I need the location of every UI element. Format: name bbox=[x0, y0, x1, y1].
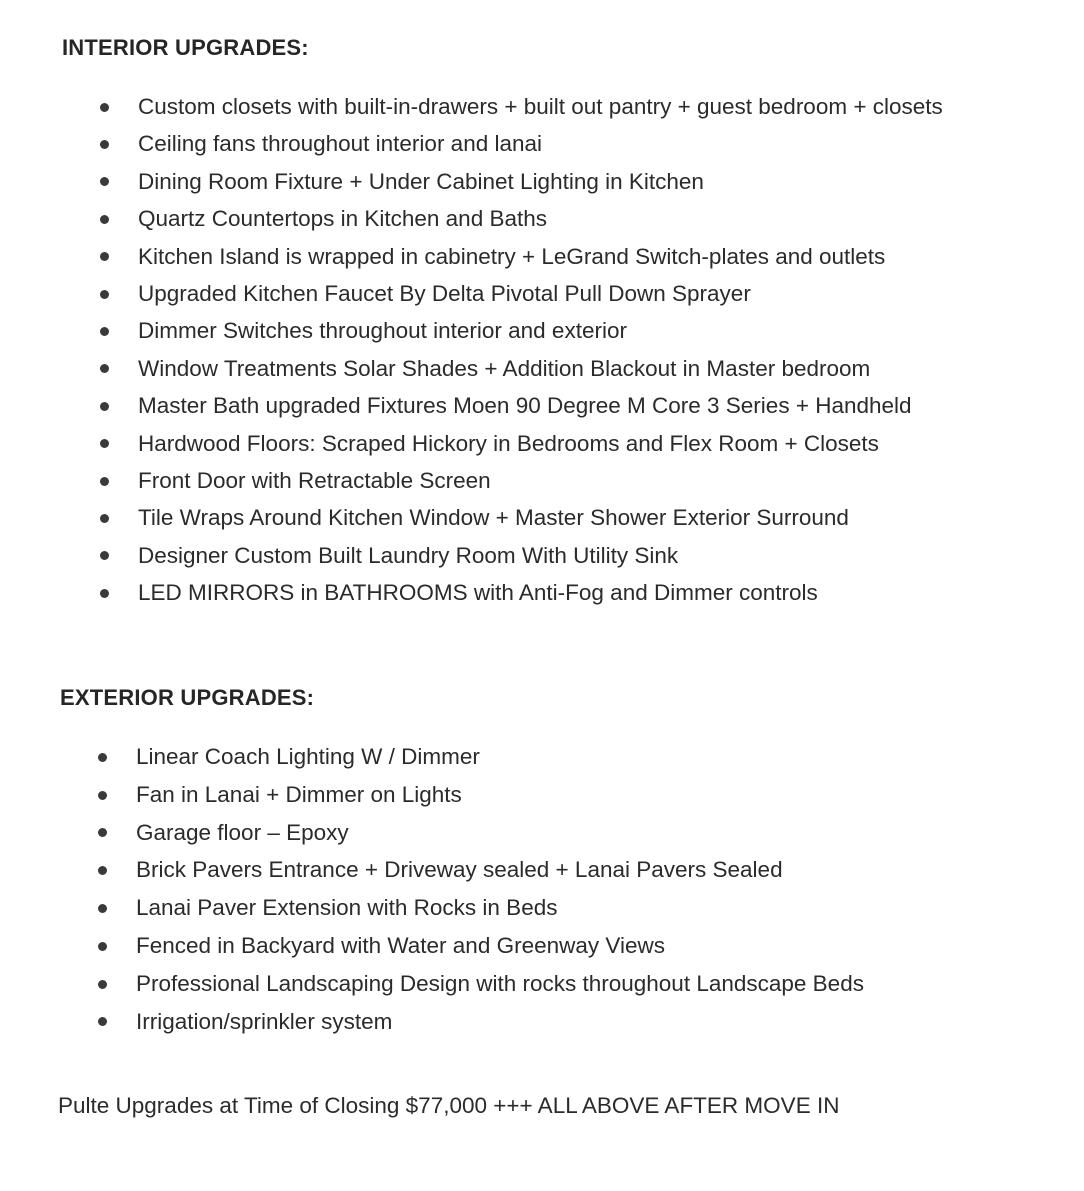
list-item-text: Brick Pavers Entrance + Driveway sealed + Lanai Pavers Sealed bbox=[136, 857, 783, 883]
list-item-text: Lanai Paver Extension with Rocks in Beds bbox=[136, 895, 558, 921]
closing-summary: Pulte Upgrades at Time of Closing $77,000 +++ ALL ABOVE AFTER MOVE IN bbox=[58, 1093, 840, 1118]
exterior-upgrades-heading: EXTERIOR UPGRADES: bbox=[60, 685, 315, 710]
list-item-text: Upgraded Kitchen Faucet By Delta Pivotal Pull Down Sprayer bbox=[138, 280, 751, 306]
list-item-text: Master Bath upgraded Fixtures Moen 90 Degree M Core 3 Series + Handheld bbox=[138, 393, 912, 419]
list-item-text: LED MIRRORS in BATHROOMS with Anti-Fog and Dimmer controls bbox=[138, 580, 818, 606]
bullet-icon bbox=[100, 589, 109, 598]
list-item-text: Irrigation/sprinkler system bbox=[136, 1008, 393, 1034]
bullet-icon bbox=[100, 327, 109, 336]
bullet-icon bbox=[98, 828, 107, 837]
list-item-text: Tile Wraps Around Kitchen Window + Master Shower Exterior Surround bbox=[138, 505, 849, 531]
bullet-icon bbox=[98, 866, 107, 875]
list-item-text: Hardwood Floors: Scraped Hickory in Bedrooms and Flex Room + Closets bbox=[138, 430, 879, 456]
bullet-icon bbox=[98, 942, 107, 951]
list-item-text: Professional Landscaping Design with rocks throughout Landscape Beds bbox=[136, 970, 864, 996]
bullet-icon bbox=[100, 439, 109, 448]
interior-upgrades-heading: INTERIOR UPGRADES: bbox=[62, 35, 309, 60]
list-item-text: Front Door with Retractable Screen bbox=[138, 467, 491, 493]
bullet-icon bbox=[98, 980, 107, 989]
list-item-text: Linear Coach Lighting W / Dimmer bbox=[136, 744, 480, 769]
list-item-text: Custom closets with built-in-drawers + built out pantry + guest bedroom + closets bbox=[138, 94, 943, 119]
list-item-text: Dimmer Switches throughout interior and exterior bbox=[138, 318, 627, 344]
list-item-text: Ceiling fans throughout interior and lanai bbox=[138, 131, 543, 157]
list-item-text: Garage floor – Epoxy bbox=[136, 819, 349, 845]
list-item-text: Fenced in Backyard with Water and Greenway Views bbox=[136, 932, 665, 958]
bullet-icon bbox=[98, 791, 107, 800]
bullet-icon bbox=[98, 753, 107, 762]
bullet-icon bbox=[100, 103, 109, 112]
list-item-text: Window Treatments Solar Shades + Addition Blackout in Master bedroom bbox=[138, 355, 871, 381]
bullet-icon bbox=[100, 140, 109, 149]
bullet-icon bbox=[100, 364, 109, 373]
list-item-text: Dining Room Fixture + Under Cabinet Lighting in Kitchen bbox=[138, 168, 704, 194]
bullet-icon bbox=[100, 290, 109, 299]
bullet-icon bbox=[100, 477, 109, 486]
bullet-icon bbox=[100, 177, 109, 186]
bullet-icon bbox=[100, 514, 109, 523]
list-item-text: Fan in Lanai + Dimmer on Lights bbox=[136, 781, 462, 807]
bullet-icon bbox=[100, 402, 109, 411]
bullet-icon bbox=[100, 252, 109, 261]
bullet-icon bbox=[98, 904, 107, 913]
bullet-icon bbox=[100, 551, 109, 560]
list-item-text: Designer Custom Built Laundry Room With Utility Sink bbox=[138, 542, 679, 568]
list-item-text: Kitchen Island is wrapped in cabinetry + LeGrand Switch-plates and outlets bbox=[138, 243, 886, 269]
list-item-text: Quartz Countertops in Kitchen and Baths bbox=[138, 206, 547, 232]
bullet-icon bbox=[100, 215, 109, 224]
bullet-icon bbox=[98, 1017, 107, 1026]
